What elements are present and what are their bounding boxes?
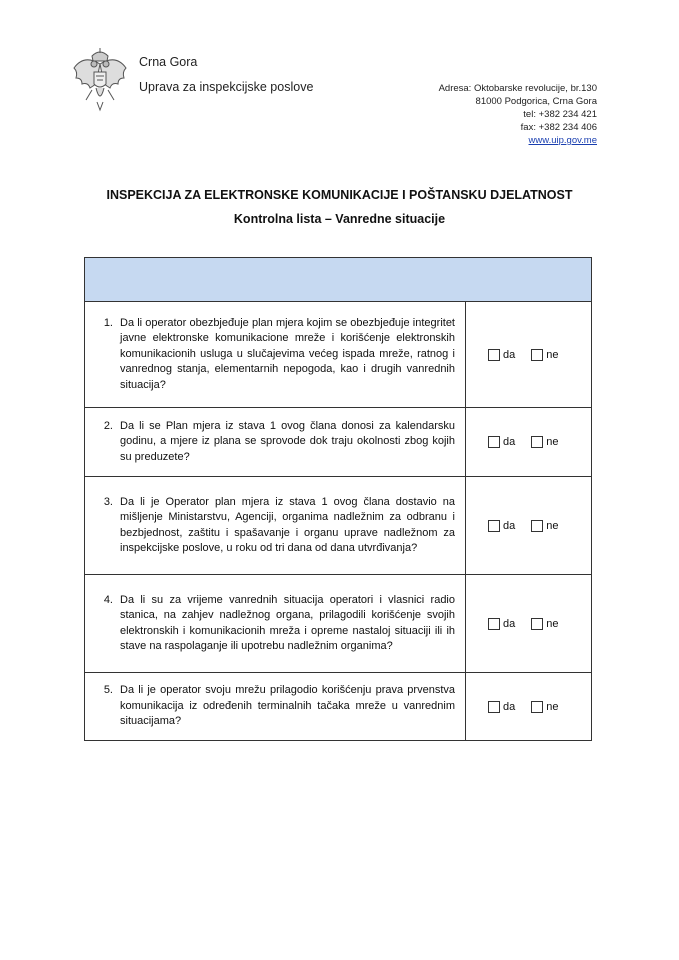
option-ne[interactable]	[531, 436, 558, 448]
country-name: Crna Gora	[139, 55, 198, 69]
table-row	[85, 302, 592, 408]
question-text: Da li su za vrijeme vanrednih situacija operatori i vlasnici radio stanica, na zahjev nadležnog organa, prilagodili korišćenje svojih elektronskih i komunikacionih mreža i opreme nastaloj situaciji ili ih stave na raspolaganje ili upotrebu nadležnim organima?	[120, 593, 455, 652]
document-subtitle: Kontrolna lista – Vanredne situacije	[233, 212, 446, 226]
checkbox-ne[interactable]	[531, 436, 543, 448]
option-label: da	[503, 700, 516, 713]
question-text: Da li je Operator plan mjera iz stava 1 ovog člana dostavio na mišljenje Ministarstvu, Agenciji, organima nadležnim za odbranu i bezbjednost, zaštitu i spašavanje i organu uprave nadležnom za inspekcijske poslove, u roku od tri dana od dana utvrđivanja?	[120, 495, 455, 554]
option-da[interactable]	[488, 701, 515, 713]
option-da[interactable]	[488, 349, 515, 361]
address-city: 81000 Podgorica, Crna Gora	[475, 96, 597, 107]
option-label: ne	[546, 617, 559, 630]
organization-header	[139, 50, 313, 100]
authority-name: Uprava za inspekcijske poslove	[139, 80, 314, 94]
answer-cell	[466, 575, 592, 673]
address-line: Adresa: Oktobarske revolucije, br.130	[438, 83, 597, 94]
option-ne[interactable]	[531, 349, 558, 361]
option-label: ne	[546, 436, 559, 448]
question-number: 1.	[103, 316, 113, 329]
option-ne[interactable]	[531, 701, 558, 713]
table-row	[85, 477, 592, 575]
montenegro-coat-of-arms-icon	[70, 46, 130, 114]
question-cell	[85, 302, 466, 408]
checklist-table	[84, 257, 592, 741]
table-header-cell	[85, 258, 592, 302]
option-da[interactable]	[488, 520, 515, 532]
document-title: INSPEKCIJA ZA ELEKTRONSKE KOMUNIKACIJE I POŠTANSKU DJELATNOST	[106, 188, 573, 202]
question-cell	[85, 477, 466, 575]
option-ne[interactable]	[531, 618, 558, 630]
option-label: da	[503, 348, 516, 361]
answer-cell	[466, 302, 592, 408]
question-number: 5.	[103, 684, 113, 697]
answer-cell	[466, 673, 592, 741]
checkbox-da[interactable]	[488, 520, 500, 532]
checkbox-ne[interactable]	[531, 520, 543, 532]
table-header-row	[85, 258, 592, 302]
question-text: Da li je operator svoju mrežu prilagodio korišćenju prava prvenstva komunikacija iz određenih terminalnih tačaka mreže u vanrednim situacijama?	[120, 684, 455, 728]
option-label: ne	[546, 519, 559, 532]
option-label: ne	[546, 700, 559, 713]
address-fax: fax: +382 234 406	[520, 122, 597, 133]
option-da[interactable]	[488, 618, 515, 630]
checkbox-ne[interactable]	[531, 349, 543, 361]
website-link[interactable]: www.uip.gov.me	[528, 135, 597, 146]
checkbox-da[interactable]	[488, 618, 500, 630]
checkbox-ne[interactable]	[531, 618, 543, 630]
answer-cell	[466, 408, 592, 477]
question-cell	[85, 575, 466, 673]
question-text: Da li operator obezbjeđuje plan mjera kojim se obezbjeđuje integritet javne elektronske komunikacione mreže i korišćenje elektronskih komunikacionih usluga u slučajevima većeg ispada mreže, ratnog i vanrednog stanja, elementarnih nepogoda, kao i drugih vanrednih situacija?	[120, 316, 455, 391]
option-label: da	[503, 519, 516, 532]
option-label: da	[503, 436, 516, 448]
option-da[interactable]	[488, 436, 515, 448]
question-cell	[85, 673, 466, 741]
question-number: 2.	[103, 419, 113, 432]
answer-cell	[466, 477, 592, 575]
question-number: 4.	[103, 593, 113, 606]
address-tel: tel: +382 234 421	[523, 109, 597, 120]
checkbox-da[interactable]	[488, 349, 500, 361]
option-label: ne	[546, 348, 559, 361]
table-row	[85, 575, 592, 673]
question-cell	[85, 408, 466, 477]
table-row	[85, 408, 592, 477]
question-number: 3.	[103, 495, 113, 508]
address-block	[439, 82, 597, 147]
checkbox-da[interactable]	[488, 701, 500, 713]
question-text: Da li se Plan mjera iz stava 1 ovog člana donosi za kalendarsku godinu, a mjere iz plana se sprovode dok traju okolnosti zbog kojih su preduzete?	[120, 419, 455, 463]
option-label: da	[503, 617, 516, 630]
checkbox-ne[interactable]	[531, 701, 543, 713]
option-ne[interactable]	[531, 520, 558, 532]
table-row	[85, 673, 592, 741]
checkbox-da[interactable]	[488, 436, 500, 448]
